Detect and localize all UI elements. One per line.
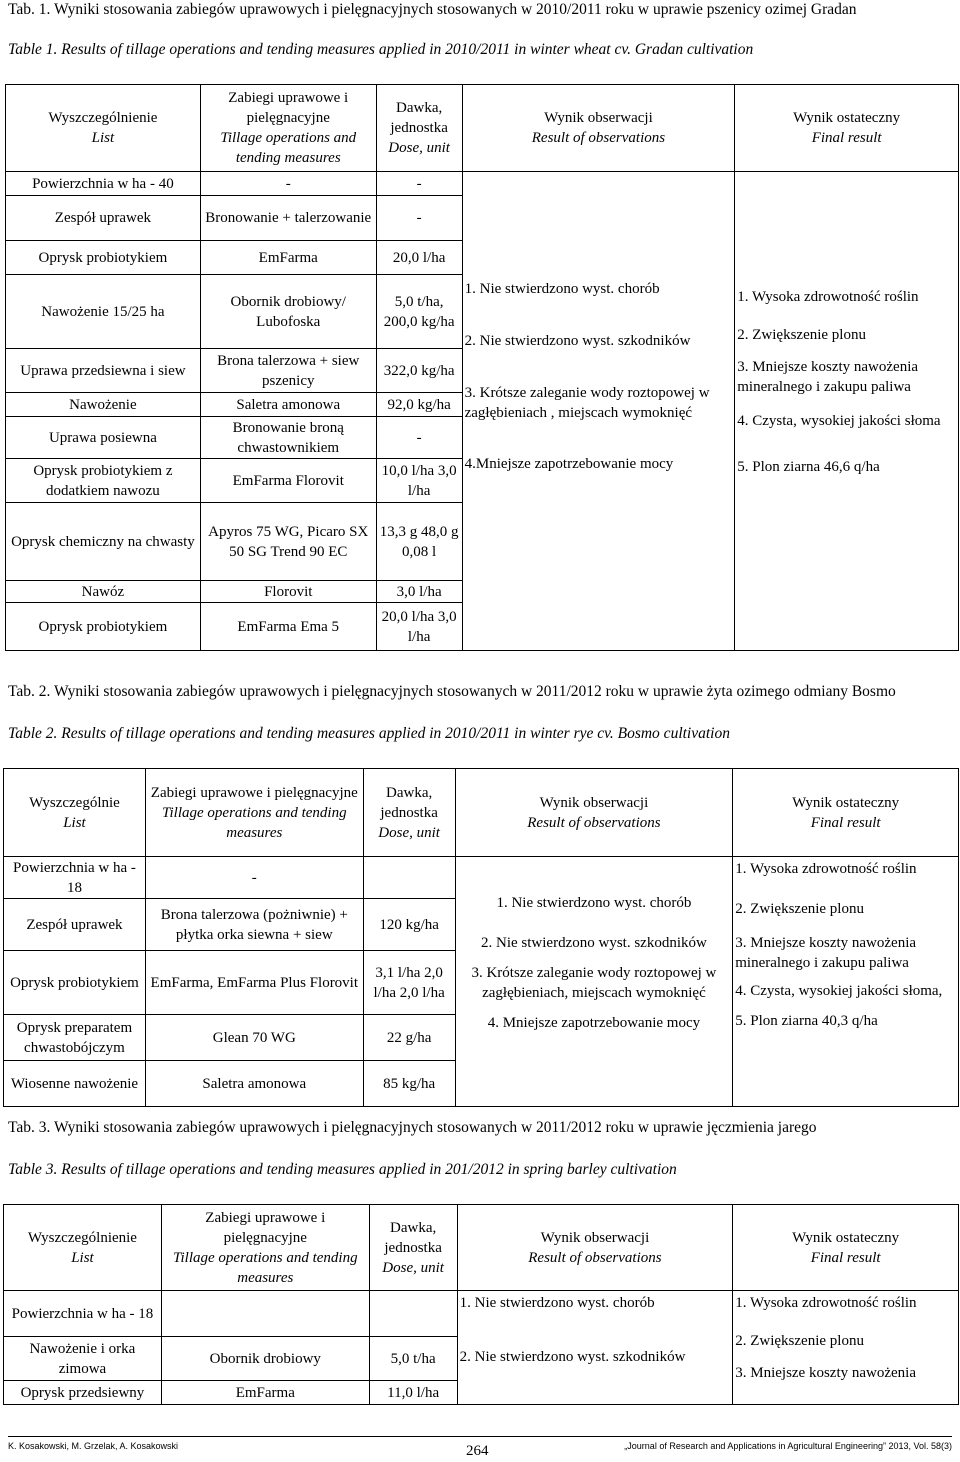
footer-authors: K. Kosakowski, M. Grzelak, A. Kosakowski	[8, 1441, 179, 1451]
t2-header-list: Wyszczególnie List	[4, 769, 146, 857]
table3	[3, 1204, 959, 1405]
t1-final-item: 3. Mniejsze koszty nawożenia mineralnego i zakupu paliwa	[737, 358, 919, 395]
t1-row-cell: Zespół uprawek	[6, 196, 201, 241]
t3-final-results	[733, 1291, 959, 1405]
t1-row-cell: EmFarma Ema 5	[200, 603, 376, 651]
t1-row-cell: Oprysk probiotykiem	[6, 241, 201, 275]
t1-row-cell: Obornik drobiowy/ Lubofoska	[200, 275, 376, 349]
t3-row-cell: Oprysk przedsiewny	[4, 1381, 162, 1405]
t2-row-cell: Oprysk probiotykiem	[4, 951, 146, 1015]
table3-caption-pl: Tab. 3. Wyniki stosowania zabiegów uprawowych i pielęgnacyjnych stosowanych w 2011/2012 roku w uprawie jęczmienia jarego	[8, 1119, 817, 1136]
t1-row-cell: Bronowanie + talerzowanie	[200, 196, 376, 241]
t2-row-cell: 3,1 l/ha 2,0 l/ha 2,0 l/ha	[363, 951, 455, 1015]
t1-row-cell: 13,3 g 48,0 g 0,08 l	[376, 503, 462, 581]
t1-final-blank	[735, 581, 959, 651]
t1-header-operations: Zabiegi uprawowe i pielęgnacyjne Tillage operations and tending measures	[200, 85, 376, 172]
t2-header-operations: Zabiegi uprawowe i pielęgnacyjne Tillage operations and tending measures	[145, 769, 363, 857]
t2-final-results	[733, 857, 959, 1107]
t1-final-item: 4. Czysta, wysokiej jakości słoma	[737, 412, 941, 429]
t2-row-cell: Brona talerzowa (pożniwnie) + płytka orka siewna + siew	[145, 899, 363, 951]
table1	[5, 84, 959, 651]
table1-caption-pl: Tab. 1. Wyniki stosowania zabiegów uprawowych i pielęgnacyjnych stosowanych w 2010/2011 roku w uprawie pszenicy ozimej Gradan	[8, 1, 857, 18]
footer-journal: „Journal of Research and Applications in Agricultural Engineering” 2013, Vol. 58(3)	[624, 1441, 952, 1451]
t3-row-cell: 11,0 l/ha	[369, 1381, 457, 1405]
t3-row-cell: Powierzchnia w ha - 18	[4, 1291, 162, 1337]
t1-row-cell: -	[376, 196, 462, 241]
t1-row-cell: Brona talerzowa + siew pszenicy	[200, 349, 376, 393]
t2-final-item: 4. Czysta, wysokiej jakości słoma,	[735, 983, 943, 999]
t2-row-cell: 85 kg/ha	[363, 1061, 455, 1107]
t3-final-item: 1. Wysoka zdrowotność roślin	[735, 1295, 917, 1311]
t2-row-cell: Saletra amonowa	[145, 1061, 363, 1107]
t1-row-cell: Uprawa posiewna	[6, 417, 201, 459]
t1-row-cell: -	[200, 172, 376, 196]
t1-row-cell: EmFarma	[200, 241, 376, 275]
t1-observation-item: 3. Krótsze zaleganie wody roztopowej w zagłębieniach , miejscach wymoknięć	[464, 384, 710, 421]
t1-row-cell: Nawóz	[6, 581, 201, 603]
t1-final-item: 2. Zwiększenie plonu	[737, 326, 866, 343]
t1-row-cell: 10,0 l/ha 3,0 l/ha	[376, 459, 462, 503]
t3-row-cell: EmFarma	[161, 1381, 369, 1405]
t2-row-cell: 120 kg/ha	[363, 899, 455, 951]
t1-row-cell: -	[376, 417, 462, 459]
t1-observations	[462, 275, 735, 581]
t1-obs-blank	[462, 172, 735, 275]
t3-row-cell	[369, 1291, 457, 1337]
table2	[3, 768, 959, 1107]
t1-row-cell: Bronowanie broną chwastownikiem	[200, 417, 376, 459]
t2-observation-item: 3. Krótsze zaleganie wody roztopowej w zagłębieniach, miejscach wymoknięć	[471, 965, 717, 1001]
t1-observation-item: 2. Nie stwierdzono wyst. szkodników	[464, 332, 691, 349]
t3-header-final: Wynik ostateczny Final result	[733, 1205, 959, 1291]
t1-final-blank	[735, 172, 959, 275]
t2-row-cell	[363, 857, 455, 899]
t1-row-cell: -	[376, 172, 462, 196]
t1-observation-item: 1. Nie stwierdzono wyst. chorób	[464, 280, 660, 297]
t1-header-list: Wyszczególnienie List	[6, 85, 201, 172]
t1-row-cell: 5,0 t/ha, 200,0 kg/ha	[376, 275, 462, 349]
t2-row-cell: Glean 70 WG	[145, 1015, 363, 1061]
t2-row-cell: 22 g/ha	[363, 1015, 455, 1061]
table3-caption-en: Table 3. Results of tillage operations and tending measures applied in 201/2012 in spring barley cultivation	[8, 1161, 677, 1178]
t1-obs-blank	[462, 581, 735, 651]
table2-caption-pl: Tab. 2. Wyniki stosowania zabiegów uprawowych i pielęgnacyjnych stosowanych w 2011/2012 roku w uprawie żyta ozimego odmiany Bosmo	[8, 683, 896, 700]
t2-final-item: 1. Wysoka zdrowotność roślin	[735, 861, 917, 877]
t2-final-item: 2. Zwiększenie plonu	[735, 901, 864, 917]
t1-observation-item: 4.Mniejsze zapotrzebowanie mocy	[464, 455, 674, 472]
footer-rule	[8, 1436, 952, 1437]
t1-row-cell: Powierzchnia w ha - 40	[6, 172, 201, 196]
page-number: 264	[466, 1443, 489, 1459]
t3-final-item: 3. Mniejsze koszty nawożenia	[735, 1365, 917, 1381]
t2-row-cell: Oprysk preparatem chwastobójczym	[4, 1015, 146, 1061]
t2-header-final: Wynik ostateczny Final result	[733, 769, 959, 857]
t1-row-cell: Oprysk probiotykiem z dodatkiem nawozu	[6, 459, 201, 503]
t3-row-cell	[161, 1291, 369, 1337]
t1-row-cell: Nawożenie	[6, 393, 201, 417]
t3-row-cell: 5,0 t/ha	[369, 1337, 457, 1381]
t1-row-cell: Oprysk probiotykiem	[6, 603, 201, 651]
t1-final-results	[735, 275, 959, 581]
t2-row-cell: -	[145, 857, 363, 899]
t2-observations	[455, 857, 733, 1107]
t3-observation-item: 1. Nie stwierdzono wyst. chorób	[459, 1295, 655, 1311]
t1-row-cell: 92,0 kg/ha	[376, 393, 462, 417]
t3-header-operations: Zabiegi uprawowe i pielęgnacyjne Tillage operations and tending measures	[161, 1205, 369, 1291]
t2-observation-item: 1. Nie stwierdzono wyst. chorób	[496, 895, 692, 911]
t1-row-cell: 3,0 l/ha	[376, 581, 462, 603]
t2-row-cell: Zespół uprawek	[4, 899, 146, 951]
t2-row-cell: Wiosenne nawożenie	[4, 1061, 146, 1107]
t1-row-cell: 20,0 l/ha 3,0 l/ha	[376, 603, 462, 651]
t1-header-final: Wynik ostateczny Final result	[735, 85, 959, 172]
t3-final-item: 2. Zwiększenie plonu	[735, 1333, 864, 1349]
t2-final-item: 3. Mniejsze koszty nawożenia mineralnego i zakupu paliwa	[735, 935, 917, 971]
t1-header-observations: Wynik obserwacji Result of observations	[462, 85, 735, 172]
t3-row-cell: Nawożenie i orka zimowa	[4, 1337, 162, 1381]
t3-row-cell: Obornik drobiowy	[161, 1337, 369, 1381]
t1-final-item: 1. Wysoka zdrowotność roślin	[737, 288, 919, 305]
t1-row-cell: EmFarma Florovit	[200, 459, 376, 503]
t2-row-cell: Powierzchnia w ha - 18	[4, 857, 146, 899]
t1-row-cell: 322,0 kg/ha	[376, 349, 462, 393]
t2-row-cell: EmFarma, EmFarma Plus Florovit	[145, 951, 363, 1015]
t2-final-item: 5. Plon ziarna 40,3 q/ha	[735, 1013, 878, 1029]
t1-final-item: 5. Plon ziarna 46,6 q/ha	[737, 458, 880, 475]
t3-observation-item: 2. Nie stwierdzono wyst. szkodników	[459, 1349, 686, 1365]
t2-header-observations: Wynik obserwacji Result of observations	[455, 769, 733, 857]
t1-row-cell: Oprysk chemiczny na chwasty	[6, 503, 201, 581]
t1-row-cell: Florovit	[200, 581, 376, 603]
t1-header-dose: Dawka, jednostka Dose, unit	[376, 85, 462, 172]
table2-caption-en: Table 2. Results of tillage operations and tending measures applied in 2010/2011 in winter rye cv. Bosmo cultivation	[8, 725, 730, 742]
t1-row-cell: Apyros 75 WG, Picaro SX 50 SG Trend 90 EC	[200, 503, 376, 581]
t2-observation-item: 2. Nie stwierdzono wyst. szkodników	[481, 935, 707, 951]
t1-row-cell: Saletra amonowa	[200, 393, 376, 417]
t1-row-cell: Uprawa przedsiewna i siew	[6, 349, 201, 393]
t1-row-cell: Nawożenie 15/25 ha	[6, 275, 201, 349]
t1-row-cell: 20,0 l/ha	[376, 241, 462, 275]
t2-header-dose: Dawka, jednostka Dose, unit	[363, 769, 455, 857]
t3-observations	[457, 1291, 733, 1405]
table1-caption-en: Table 1. Results of tillage operations and tending measures applied in 2010/2011 in winter wheat cv. Gradan cultivation	[8, 41, 754, 58]
t3-header-dose: Dawka, jednostka Dose, unit	[369, 1205, 457, 1291]
t3-header-list: Wyszczególnienie List	[4, 1205, 162, 1291]
t2-observation-item: 4. Mniejsze zapotrzebowanie mocy	[487, 1015, 701, 1031]
t3-header-observations: Wynik obserwacji Result of observations	[457, 1205, 733, 1291]
